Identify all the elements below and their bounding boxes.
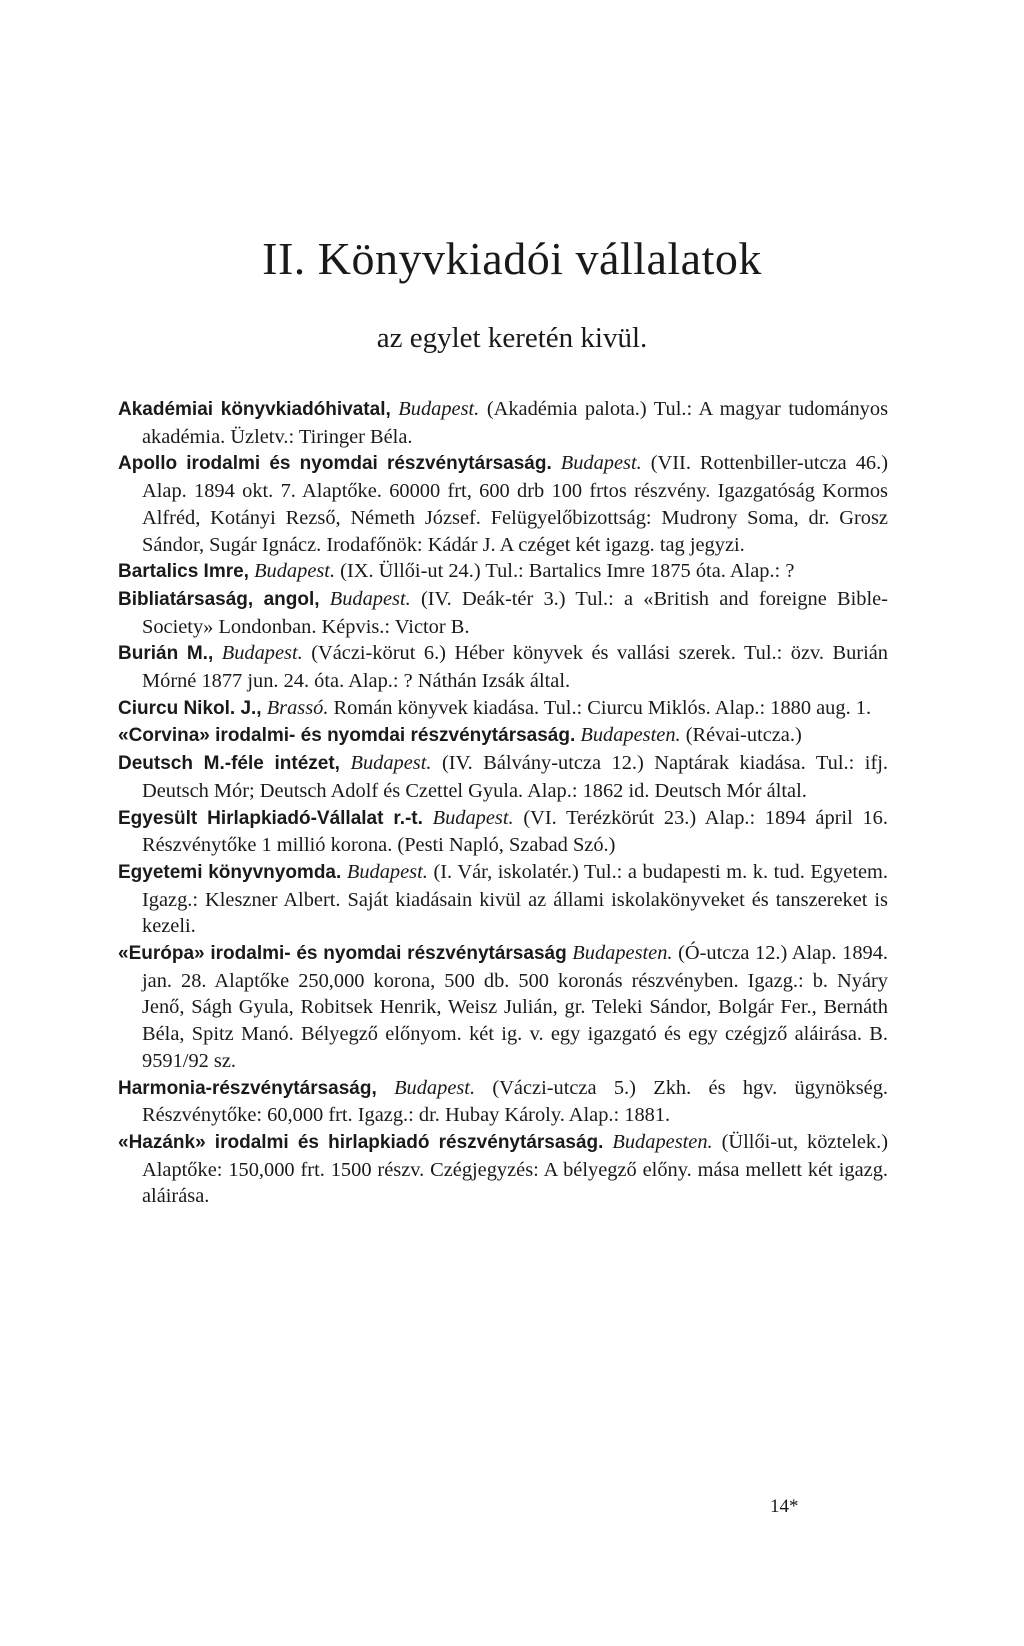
page-number: 14* bbox=[770, 1496, 799, 1517]
list-item: Egyesült Hirlapkiadó-Vállalat r.-t. Budapest. (VI. Terézkörút 23.) Alap.: 1894 ápril 16. Részvénytőke 1 millió korona. (Pesti Napló, Szabad Szó.) bbox=[118, 806, 888, 857]
list-item: Burián M., Budapest. (Váczi-körut 6.) Héber könyvek és vallási szerek. Tul.: özv. Burián Mórné 1877 jun. 24. óta. Alap.: ? Náthán Izsák által. bbox=[118, 642, 888, 693]
list-item: Harmonia-részvénytársaság, Budapest. (Váczi-utcza 5.) Zkh. és hgv. ügynökség. Részvénytőke: 60,000 frt. Igazg.: dr. Hubay Károly. Alap.: 1881. bbox=[118, 1076, 888, 1127]
list-item: «Európa» irodalmi- és nyomdai részvénytársaság Budapesten. (Ó-utcza 12.) Alap. 1894. jan. 28. Alaptőke 250,000 korona, 500 db. 500 koronás részvényben. Igazg.: b. Nyáry Jenő, Ságh Gyula, Robitsek Henrik, Weisz Julián, gr. Teleki Sándor, Bolgár Fer., Bernáth Béla, Spitz Manó. Bélyegző előnyom. két ig. v. egy igazgató és egy czégjző aláirása. B. 9591/92 sz. bbox=[118, 942, 888, 1072]
list-item: Bibliatársaság, angol, Budapest. (IV. Deák-tér 3.) Tul.: a «British and foreigne Bible-Society» Londonban. Képvis.: Victor B. bbox=[118, 587, 888, 638]
list-item: Apollo irodalmi és nyomdai részvénytársaság. Budapest. (VII. Rottenbiller-utcza 46.) Alap. 1894 okt. 7. Alaptőke. 60000 frt, 600 drb 100 frtos részvény. Igazgatóság Kormos Alfréd, Kotányi Rezső, Németh József. Felügyelőbizottság: Mudrony Soma, dr. Grosz Sándor, Sugár Ignácz. Irodafőnök: Kádár J. A czéget két igazg. tag jegyzi. bbox=[118, 452, 888, 556]
list-item: Deutsch M.-féle intézet, Budapest. (IV. Bálvány-utcza 12.) Naptárak kiadása. Tul.: ifj. Deutsch Mór; Deutsch Adolf és Czettel Gyula. Alap.: 1862 id. Deutsch Mór által. bbox=[118, 752, 888, 802]
list-item: Bartalics Imre, Budapest. (IX. Üllői-ut 24.) Tul.: Bartalics Imre 1875 óta. Alap.: ? bbox=[118, 560, 795, 583]
list-item: Akadémiai könyvkiadóhivatal, Budapest. (Akadémia palota.) Tul.: A magyar tudományos akadémia. Üzletv.: Tiringer Béla. bbox=[118, 398, 888, 448]
list-item: Egyetemi könyvnyomda. Budapest. (I. Vár, iskolatér.) Tul.: a budapesti m. k. tud. Egyetem. Igazg.: Kleszner Albert. Saját kiadásain kivül az állami iskolakönyveket és tanszereket is kezeli. bbox=[118, 860, 888, 938]
list-item: «Corvina» irodalmi- és nyomdai részvénytársaság. Budapesten. (Révai-utcza.) bbox=[118, 724, 802, 747]
chapter-subtitle: az egylet keretén kivül. bbox=[376, 322, 648, 354]
list-item: Ciurcu Nikol. J., Brassó. Román könyvek kiadása. Tul.: Ciurcu Miklós. Alap.: 1880 aug. 1. bbox=[118, 696, 872, 719]
entry-list bbox=[118, 396, 888, 1210]
list-item: «Hazánk» irodalmi és hirlapkiadó részvénytársaság. Budapesten. (Üllői-ut, köztelek.) Alaptőke: 150,000 frt. 1500 részv. Czégjegyzés: A bélyegző előny. mása mellett két igazg. aláirása. bbox=[118, 1130, 888, 1208]
chapter-title: II. Könyvkiadói vállalatok bbox=[262, 233, 762, 284]
